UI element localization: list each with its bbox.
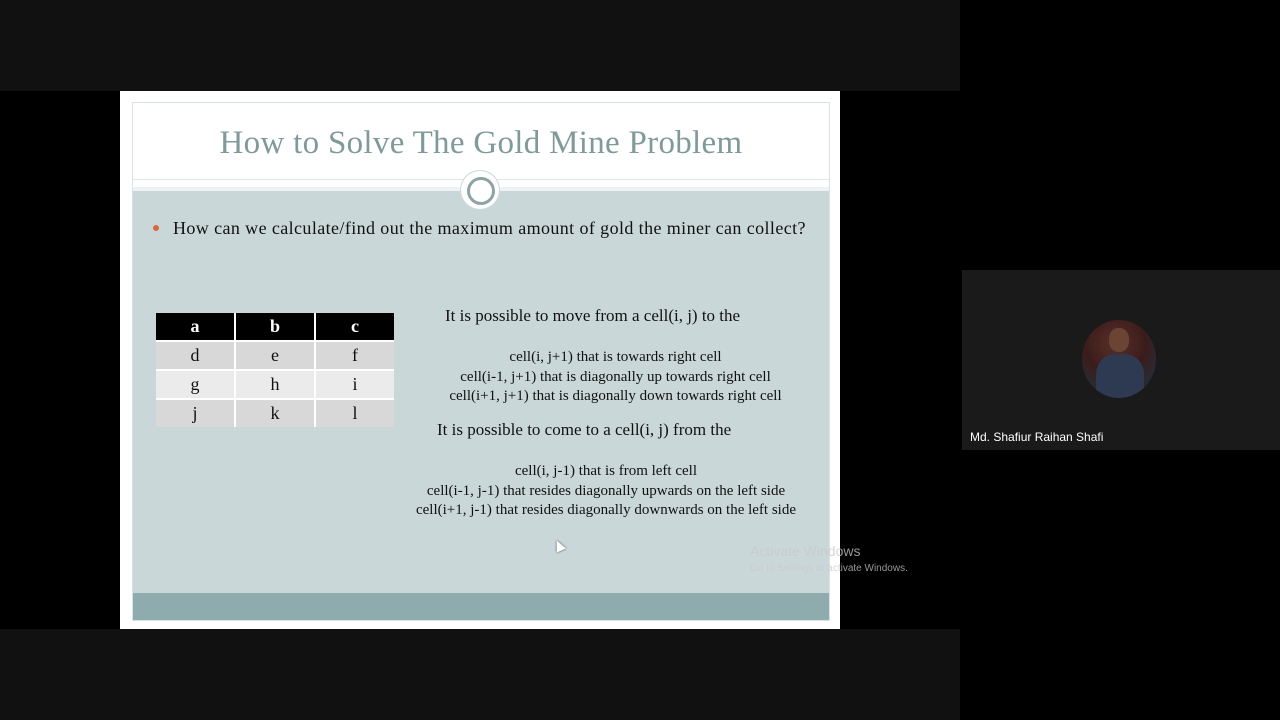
presentation-slide: [132, 102, 830, 621]
activate-windows-title: Activate Windows: [750, 543, 861, 559]
move-option-line: cell(i+1, j+1) that is diagonally down towards right cell: [449, 388, 782, 404]
come-options: [383, 462, 829, 521]
avatar-head: [1109, 328, 1129, 352]
table-cell: g: [156, 370, 235, 399]
presentation-slide-frame: [120, 91, 840, 629]
bullet-dot-icon: [153, 225, 159, 231]
table-cell: l: [315, 399, 394, 427]
participant-avatar: [1082, 320, 1156, 398]
bullet-text: How can we calculate/find out the maximum amount of gold the miner can collect?: [173, 218, 806, 238]
table-cell: j: [156, 399, 235, 427]
screen-share-top-band: [0, 0, 960, 91]
participant-video-tile[interactable]: [962, 270, 1280, 450]
table-row: [156, 341, 394, 370]
slide-title: How to Solve The Gold Mine Problem: [219, 125, 743, 161]
move-options: [398, 348, 830, 407]
screen-share-bottom-band: [0, 629, 960, 720]
table-row: [156, 399, 394, 427]
come-option-line: cell(i, j-1) that is from left cell: [514, 463, 697, 479]
table-cell: f: [315, 341, 394, 370]
come-option-line: cell(i-1, j-1) that resides diagonally upwards on the left side: [426, 482, 786, 499]
activate-windows-subtitle: Go to Settings to activate Windows.: [750, 563, 908, 574]
table-header-cell: a: [156, 313, 235, 341]
table-header-row: [156, 313, 394, 341]
table-header-cell: c: [315, 313, 394, 341]
mine-grid-table: [156, 313, 394, 427]
move-heading: It is possible to move from a cell(i, j) to the: [445, 306, 741, 325]
come-option-line: cell(i+1, j-1) that resides diagonally downwards on the left side: [415, 502, 797, 518]
slide-footer-band: [133, 593, 829, 620]
ring-ornament-icon: [461, 171, 499, 209]
table-cell: d: [156, 341, 235, 370]
table-cell: k: [235, 399, 315, 427]
table-cell: e: [235, 341, 315, 370]
table-header-cell: b: [235, 313, 315, 341]
table-cell: h: [235, 370, 315, 399]
come-heading: It is possible to come to a cell(i, j) from the: [437, 420, 732, 439]
bullet-point: [153, 217, 825, 239]
participant-name: Md. Shafiur Raihan Shafi: [970, 430, 1104, 444]
move-option-line: cell(i-1, j+1) that is diagonally up towards right cell: [460, 368, 771, 385]
move-option-line: cell(i, j+1) that is towards right cell: [509, 349, 722, 365]
avatar-body: [1096, 354, 1144, 398]
table-cell: i: [315, 370, 394, 399]
table-row: [156, 370, 394, 399]
